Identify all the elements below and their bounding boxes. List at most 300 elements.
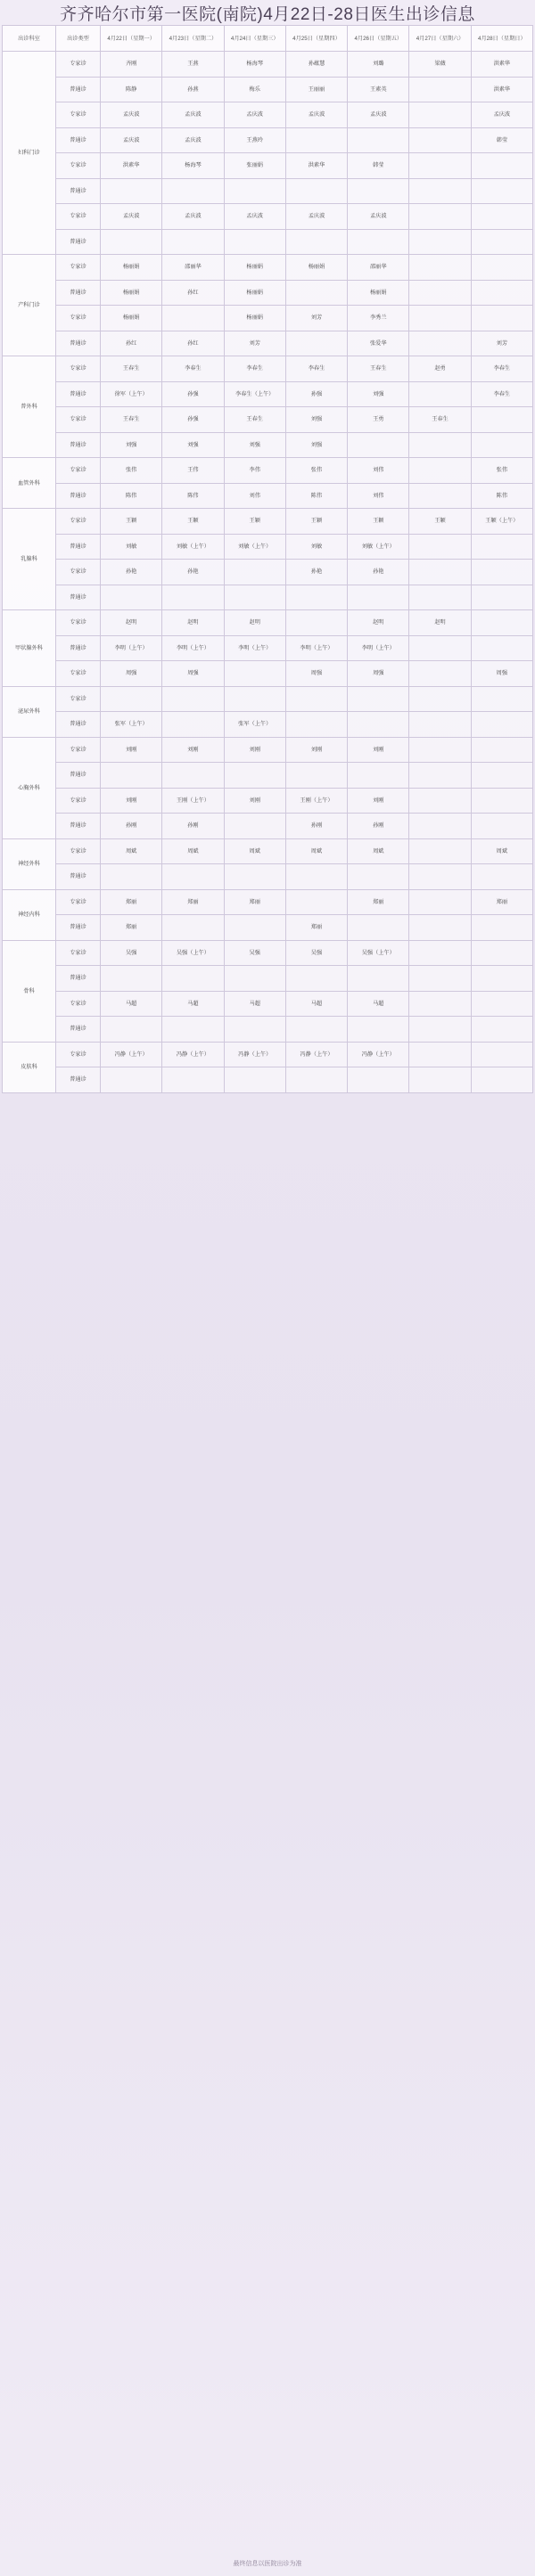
doctor-cell (409, 483, 471, 509)
doctor-cell (224, 1017, 285, 1043)
doctor-cell (471, 737, 532, 763)
doctor-cell: 孙艳 (348, 560, 409, 585)
doctor-cell: 王伟 (162, 458, 224, 484)
doctor-cell (471, 1067, 532, 1093)
doctor-cell: 梁薇 (409, 52, 471, 78)
doctor-cell: 李明（上午） (162, 635, 224, 661)
doctor-cell: 孟庆波 (348, 102, 409, 128)
doctor-cell (348, 915, 409, 941)
clinic-type-cell: 专家诊 (56, 255, 101, 281)
doctor-cell (409, 686, 471, 712)
doctor-cell (285, 610, 347, 636)
footer-note: 最终信息以医院出诊为准 (233, 2561, 302, 2567)
doctor-cell: 周斌 (285, 838, 347, 864)
doctor-cell: 刘敏（上午） (162, 534, 224, 560)
table-header-row (3, 26, 533, 52)
doctor-cell (285, 712, 347, 738)
doctor-cell: 王春生 (348, 356, 409, 382)
doctor-cell: 吴强 (101, 940, 162, 966)
schedule-table (2, 25, 533, 1093)
doctor-cell (409, 763, 471, 789)
doctor-cell: 刘敏 (101, 534, 162, 560)
doctor-cell (224, 178, 285, 204)
doctor-cell (224, 1067, 285, 1093)
doctor-cell: 孙蕴慧 (285, 52, 347, 78)
doctor-cell: 孙艳 (285, 560, 347, 585)
department-cell: 血管外科 (3, 458, 56, 509)
doctor-cell (348, 686, 409, 712)
department-cell: 普外科 (3, 356, 56, 458)
doctor-cell: 马超 (224, 991, 285, 1017)
clinic-type-cell: 专家诊 (56, 52, 101, 78)
clinic-type-cell: 普通诊 (56, 585, 101, 610)
doctor-cell (471, 1017, 532, 1043)
doctor-cell: 张伟 (471, 458, 532, 484)
table-row (3, 356, 533, 382)
clinic-type-cell: 普通诊 (56, 1067, 101, 1093)
clinic-type-cell: 普通诊 (56, 712, 101, 738)
doctor-cell (471, 788, 532, 814)
doctor-cell (409, 102, 471, 128)
clinic-type-cell: 普通诊 (56, 763, 101, 789)
doctor-cell (101, 686, 162, 712)
doctor-cell: 孟庆波 (348, 204, 409, 230)
doctor-cell (471, 534, 532, 560)
doctor-cell (101, 763, 162, 789)
doctor-cell: 郑丽 (348, 889, 409, 915)
doctor-cell (285, 229, 347, 255)
doctor-cell (471, 991, 532, 1017)
clinic-type-cell: 专家诊 (56, 940, 101, 966)
table-body (3, 52, 533, 1093)
doctor-cell: 周斌 (101, 838, 162, 864)
table-row (3, 229, 533, 255)
column-header: 4月27日（星期六） (409, 26, 471, 52)
doctor-cell (409, 381, 471, 407)
doctor-cell: 郑丽 (224, 889, 285, 915)
doctor-cell: 王春生 (101, 407, 162, 433)
doctor-cell: 王勇 (348, 407, 409, 433)
doctor-cell (101, 864, 162, 890)
doctor-cell: 孟庆波 (224, 102, 285, 128)
doctor-cell: 李明（上午） (285, 635, 347, 661)
doctor-cell: 冯静（上午） (101, 1042, 162, 1067)
doctor-cell (285, 178, 347, 204)
doctor-cell: 李春生（上午） (224, 381, 285, 407)
doctor-cell (348, 864, 409, 890)
doctor-cell: 刘璐 (348, 52, 409, 78)
table-row (3, 204, 533, 230)
doctor-cell (285, 127, 347, 153)
doctor-cell: 赵明 (101, 610, 162, 636)
doctor-cell: 邵丽华 (162, 255, 224, 281)
doctor-cell (471, 229, 532, 255)
doctor-cell: 王春生 (224, 407, 285, 433)
table-row (3, 560, 533, 585)
doctor-cell: 周强 (285, 661, 347, 687)
doctor-cell (409, 229, 471, 255)
doctor-cell: 王刚（上午） (285, 788, 347, 814)
page-title: 齐齐哈尔市第一医院(南院)4月22日-28日医生出诊信息 (60, 4, 475, 24)
doctor-cell (409, 1067, 471, 1093)
doctor-cell: 吴强 (285, 940, 347, 966)
doctor-cell: 洪素华 (285, 153, 347, 179)
doctor-cell: 杨丽娟 (224, 280, 285, 306)
doctor-cell (409, 178, 471, 204)
doctor-cell (409, 737, 471, 763)
doctor-cell (471, 432, 532, 458)
doctor-cell (409, 788, 471, 814)
doctor-cell: 陈伟 (285, 483, 347, 509)
doctor-cell (471, 255, 532, 281)
doctor-cell (162, 1067, 224, 1093)
doctor-cell (409, 915, 471, 941)
doctor-cell: 孟庆波 (471, 102, 532, 128)
doctor-cell (409, 940, 471, 966)
doctor-cell: 孟庆波 (285, 204, 347, 230)
doctor-cell (471, 610, 532, 636)
doctor-cell: 邵丽华 (348, 255, 409, 281)
table-row (3, 432, 533, 458)
table-row (3, 331, 533, 356)
doctor-cell: 王颖 (348, 509, 409, 535)
doctor-cell: 孙燕 (162, 77, 224, 102)
doctor-cell: 王颖 (224, 509, 285, 535)
doctor-cell: 吴强（上午） (348, 940, 409, 966)
clinic-type-cell: 专家诊 (56, 509, 101, 535)
doctor-cell (224, 585, 285, 610)
clinic-type-cell: 普通诊 (56, 534, 101, 560)
doctor-cell: 韩莹 (348, 153, 409, 179)
doctor-cell (224, 864, 285, 890)
doctor-cell (162, 306, 224, 331)
doctor-cell (162, 686, 224, 712)
doctor-cell: 杨丽娟 (101, 280, 162, 306)
table-row (3, 763, 533, 789)
clinic-type-cell: 普通诊 (56, 635, 101, 661)
table-row (3, 534, 533, 560)
clinic-type-cell: 普通诊 (56, 483, 101, 509)
doctor-cell (409, 127, 471, 153)
department-cell: 产科门诊 (3, 255, 56, 356)
table-row (3, 610, 533, 636)
doctor-cell (471, 966, 532, 992)
department-cell: 皮肤科 (3, 1042, 56, 1092)
column-header: 4月22日（星期一） (101, 26, 162, 52)
doctor-cell (285, 889, 347, 915)
doctor-cell: 刘强 (162, 432, 224, 458)
doctor-cell: 洪素华 (101, 153, 162, 179)
table-row (3, 991, 533, 1017)
clinic-type-cell: 专家诊 (56, 204, 101, 230)
clinic-type-cell: 普通诊 (56, 1017, 101, 1043)
doctor-cell (409, 458, 471, 484)
table-row (3, 1042, 533, 1067)
doctor-cell: 李伟 (224, 458, 285, 484)
clinic-type-cell: 专家诊 (56, 356, 101, 382)
doctor-cell (409, 153, 471, 179)
clinic-type-cell: 普通诊 (56, 331, 101, 356)
table-row (3, 661, 533, 687)
table-row (3, 509, 533, 535)
doctor-cell (348, 712, 409, 738)
doctor-cell: 孟庆波 (101, 102, 162, 128)
doctor-cell: 刘强 (348, 381, 409, 407)
clinic-type-cell: 普通诊 (56, 915, 101, 941)
doctor-cell (348, 585, 409, 610)
table-row (3, 52, 533, 78)
doctor-cell: 刘刚 (348, 788, 409, 814)
doctor-cell (409, 966, 471, 992)
doctor-cell (101, 1017, 162, 1043)
table-row (3, 127, 533, 153)
doctor-cell: 刘强 (101, 432, 162, 458)
doctor-cell: 周斌 (348, 838, 409, 864)
table-row (3, 788, 533, 814)
doctor-cell: 杨丽娟 (224, 306, 285, 331)
doctor-cell: 刘刚 (285, 737, 347, 763)
doctor-cell: 陈伟 (471, 483, 532, 509)
table-row (3, 178, 533, 204)
table-row (3, 585, 533, 610)
doctor-cell: 刘强 (224, 432, 285, 458)
doctor-cell (224, 763, 285, 789)
doctor-cell: 吴强 (224, 940, 285, 966)
doctor-cell: 刘敏 (285, 534, 347, 560)
table-row (3, 1067, 533, 1093)
doctor-cell (409, 712, 471, 738)
doctor-cell (285, 763, 347, 789)
clinic-type-cell: 专家诊 (56, 991, 101, 1017)
doctor-cell (101, 966, 162, 992)
doctor-cell (409, 991, 471, 1017)
doctor-cell (162, 864, 224, 890)
doctor-cell (285, 686, 347, 712)
clinic-type-cell: 普通诊 (56, 280, 101, 306)
clinic-type-cell: 专家诊 (56, 153, 101, 179)
clinic-type-cell: 专家诊 (56, 458, 101, 484)
table-row (3, 712, 533, 738)
doctor-cell: 孙强 (285, 381, 347, 407)
doctor-cell: 郑丽 (285, 915, 347, 941)
clinic-type-cell: 专家诊 (56, 838, 101, 864)
table-row (3, 407, 533, 433)
doctor-cell (471, 814, 532, 839)
column-header: 4月23日（星期二） (162, 26, 224, 52)
doctor-cell: 马超 (348, 991, 409, 1017)
doctor-cell: 杨丽娟 (285, 255, 347, 281)
doctor-cell: 周强 (101, 661, 162, 687)
doctor-cell (471, 915, 532, 941)
doctor-cell: 洪素华 (471, 52, 532, 78)
table-row (3, 306, 533, 331)
clinic-type-cell: 普通诊 (56, 814, 101, 839)
doctor-cell: 赵明 (162, 610, 224, 636)
doctor-cell (224, 661, 285, 687)
doctor-cell: 孟庆波 (162, 127, 224, 153)
doctor-cell: 刘刚 (101, 737, 162, 763)
doctor-cell (285, 331, 347, 356)
doctor-cell: 王颖 (162, 509, 224, 535)
doctor-cell: 李明（上午） (224, 635, 285, 661)
doctor-cell: 刘强 (285, 432, 347, 458)
table-row (3, 737, 533, 763)
doctor-cell: 王颖 (285, 509, 347, 535)
doctor-cell: 陈静 (101, 77, 162, 102)
doctor-cell (409, 1042, 471, 1067)
doctor-cell (471, 407, 532, 433)
doctor-cell: 陈伟 (101, 483, 162, 509)
doctor-cell: 刘刚 (162, 737, 224, 763)
doctor-cell: 马超 (162, 991, 224, 1017)
doctor-cell: 刘伟 (348, 458, 409, 484)
doctor-cell (471, 204, 532, 230)
column-header: 出诊科室 (3, 26, 56, 52)
doctor-cell: 郑丽 (162, 889, 224, 915)
doctor-cell: 周斌 (224, 838, 285, 864)
department-cell: 妇科门诊 (3, 52, 56, 255)
doctor-cell: 刘刚 (224, 788, 285, 814)
doctor-cell: 赵明 (224, 610, 285, 636)
table-row (3, 889, 533, 915)
doctor-cell: 杨丽娟 (348, 280, 409, 306)
doctor-cell (162, 915, 224, 941)
doctor-cell (224, 814, 285, 839)
doctor-cell: 张丽娟 (224, 153, 285, 179)
doctor-cell (224, 229, 285, 255)
column-header: 出诊类型 (56, 26, 101, 52)
doctor-cell: 王刚（上午） (162, 788, 224, 814)
doctor-cell: 孙艳 (162, 560, 224, 585)
doctor-cell: 张伟 (101, 458, 162, 484)
doctor-cell: 冯静（上午） (285, 1042, 347, 1067)
doctor-cell: 李春生 (162, 356, 224, 382)
doctor-cell: 刘芳 (471, 331, 532, 356)
doctor-cell (348, 432, 409, 458)
doctor-cell: 孙刚 (101, 814, 162, 839)
column-header: 4月26日（星期五） (348, 26, 409, 52)
doctor-cell (224, 915, 285, 941)
doctor-cell: 孟庆波 (101, 127, 162, 153)
doctor-cell: 冯静（上午） (224, 1042, 285, 1067)
doctor-cell (348, 127, 409, 153)
table-row (3, 635, 533, 661)
department-cell: 乳腺科 (3, 509, 56, 610)
doctor-cell: 刘伟 (348, 483, 409, 509)
doctor-cell: 郑丽 (471, 889, 532, 915)
clinic-type-cell: 专家诊 (56, 661, 101, 687)
doctor-cell (285, 864, 347, 890)
department-cell: 神经内科 (3, 889, 56, 940)
doctor-cell: 王春生 (101, 356, 162, 382)
doctor-cell: 刘敏（上午） (224, 534, 285, 560)
table-row (3, 838, 533, 864)
doctor-cell (409, 534, 471, 560)
doctor-cell: 周强 (348, 661, 409, 687)
table-row (3, 1017, 533, 1043)
doctor-cell: 郑丽 (101, 915, 162, 941)
doctor-cell: 马超 (285, 991, 347, 1017)
doctor-cell (224, 686, 285, 712)
doctor-cell: 洪素华 (471, 77, 532, 102)
doctor-cell (348, 229, 409, 255)
doctor-cell (101, 178, 162, 204)
doctor-cell: 梅乐 (224, 77, 285, 102)
doctor-cell (162, 178, 224, 204)
doctor-cell: 赵明 (409, 610, 471, 636)
doctor-cell (409, 635, 471, 661)
clinic-type-cell: 专家诊 (56, 788, 101, 814)
clinic-type-cell: 专家诊 (56, 889, 101, 915)
clinic-type-cell: 专家诊 (56, 306, 101, 331)
doctor-cell (224, 560, 285, 585)
doctor-cell: 李明（上午） (101, 635, 162, 661)
doctor-cell: 孙强 (162, 407, 224, 433)
doctor-cell: 孙刚 (285, 814, 347, 839)
doctor-cell: 杨海琴 (162, 153, 224, 179)
doctor-cell: 周斌 (471, 838, 532, 864)
doctor-cell (101, 585, 162, 610)
doctor-cell: 刘强 (285, 407, 347, 433)
doctor-cell: 王燕 (162, 52, 224, 78)
doctor-cell (471, 560, 532, 585)
doctor-cell (409, 432, 471, 458)
doctor-cell: 孙强 (162, 381, 224, 407)
doctor-cell (471, 864, 532, 890)
doctor-cell: 王春生 (409, 407, 471, 433)
doctor-cell (471, 686, 532, 712)
doctor-cell: 孟庆波 (101, 204, 162, 230)
clinic-type-cell: 专家诊 (56, 407, 101, 433)
doctor-cell (409, 1017, 471, 1043)
doctor-cell (409, 255, 471, 281)
column-header: 4月24日（星期三） (224, 26, 285, 52)
doctor-cell: 韩莹 (471, 127, 532, 153)
doctor-cell (224, 966, 285, 992)
doctor-cell: 杨丽娟 (224, 255, 285, 281)
table-row (3, 280, 533, 306)
table-row (3, 864, 533, 890)
table-row (3, 381, 533, 407)
clinic-type-cell: 普通诊 (56, 178, 101, 204)
doctor-cell: 张军（上午） (224, 712, 285, 738)
doctor-cell (471, 306, 532, 331)
clinic-type-cell: 专家诊 (56, 610, 101, 636)
doctor-cell: 杨海琴 (224, 52, 285, 78)
doctor-cell: 周强 (471, 661, 532, 687)
doctor-cell: 张爱华 (348, 331, 409, 356)
clinic-type-cell: 普通诊 (56, 229, 101, 255)
table-row (3, 686, 533, 712)
clinic-type-cell: 普通诊 (56, 432, 101, 458)
doctor-cell (285, 1017, 347, 1043)
doctor-cell: 刘伟 (224, 483, 285, 509)
doctor-cell (101, 229, 162, 255)
doctor-cell (348, 1017, 409, 1043)
doctor-cell: 孙刚 (162, 814, 224, 839)
doctor-cell: 刘刚 (224, 737, 285, 763)
doctor-cell: 王丽丽 (285, 77, 347, 102)
doctor-cell: 王颖 (101, 509, 162, 535)
doctor-cell (409, 661, 471, 687)
doctor-cell: 孟庆波 (162, 102, 224, 128)
clinic-type-cell: 专家诊 (56, 560, 101, 585)
department-cell: 神经外科 (3, 838, 56, 889)
doctor-cell (471, 763, 532, 789)
doctor-cell (409, 864, 471, 890)
doctor-cell (471, 153, 532, 179)
doctor-cell (409, 814, 471, 839)
